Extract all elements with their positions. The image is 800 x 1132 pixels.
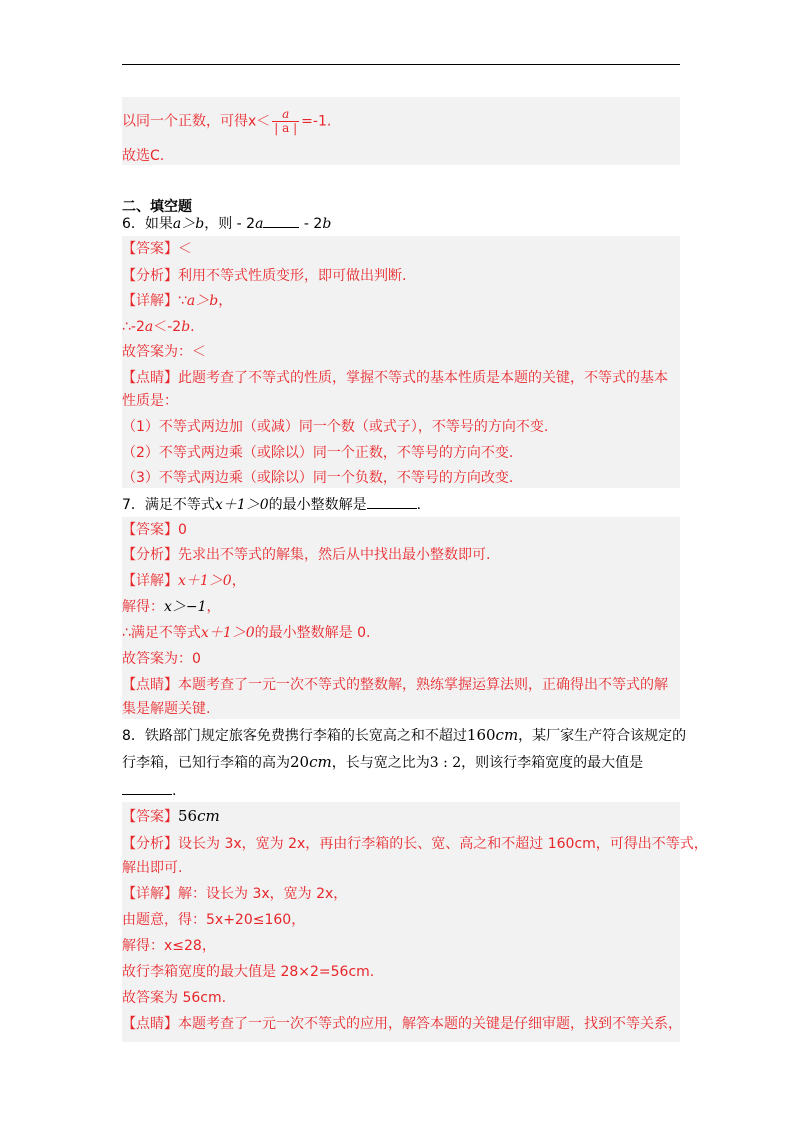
q6-question: 6．如果a＞b，则 - 2a - 2b: [122, 213, 331, 233]
q6-rule1: （1）不等式两边加（或减）同一个数（或式子），不等号的方向不变.: [122, 419, 549, 435]
q6-answer: 【答案】＜: [122, 241, 192, 257]
q5-final: 故选C.: [122, 148, 165, 164]
answer-blank: [263, 213, 299, 228]
q7-comment1: 【点睛】本题考查了一元一次不等式的整数解，熟练掌握运算法则，正确得出不等式的解: [122, 677, 668, 693]
q7-analysis: 【分析】先求出不等式的解集，然后从中找出最小整数即可.: [122, 547, 491, 563]
q6-comment1: 【点睛】此题考查了不等式的性质，掌握不等式的基本性质是本题的关键，不等式的基本: [122, 370, 668, 386]
q8-comment1: 【点睛】本题考查了一元一次不等式的应用，解答本题的关键是仔细审题，找到不等关系，: [122, 1016, 682, 1032]
q8-detail2: 由题意，得：5x+20≤160，: [122, 912, 306, 928]
q8-detail4: 故行李箱宽度的最大值是 28×2=56cm.: [122, 964, 375, 980]
q6-detail1: 【详解】∵a＞b，: [122, 293, 233, 309]
q5-solution-line1: 以同一个正数，可得x＜ $\frac{a}{| a |}$ =-1.: [122, 107, 332, 135]
q7-question: 7．满足不等式x＋1＞0的最小整数解是 .: [122, 494, 421, 514]
answer-blank: [367, 494, 417, 509]
q8-detail1: 【详解】解：设长为 3x，宽为 2x，: [122, 886, 348, 902]
q7-detail1: 【详解】x＋1＞0，: [122, 573, 246, 589]
q8-question-line3: .: [122, 780, 176, 800]
q6-rule3: （3）不等式两边乘（或除以）同一个负数，不等号的方向改变.: [122, 470, 514, 486]
q7-answer: 【答案】0: [122, 522, 187, 538]
q7-comment2: 集是解题关键.: [122, 701, 211, 717]
q6-detail2: ∴-2a＜-2b.: [122, 319, 195, 335]
section-title: 二、填空题: [122, 199, 192, 215]
q6-comment2: 性质是：: [122, 393, 178, 409]
q6-analysis: 【分析】利用不等式性质变形，即可做出判断.: [122, 268, 407, 284]
q8-analysis1: 【分析】设长为 3x，宽为 2x，再由行李箱的长、宽、高之和不超过 160cm，可得出不等式，: [122, 836, 708, 852]
q8-question-line2: 行李箱，已知行李箱的高为20cm，长与宽之比为3 : 2，则该行李箱宽度的最大值是: [122, 753, 644, 771]
answer-blank: [122, 780, 172, 795]
q6-final: 故答案为：＜: [122, 344, 206, 360]
q8-analysis2: 解出即可.: [122, 860, 183, 876]
q6-rule2: （2）不等式两边乘（或除以）同一个正数，不等号的方向不变.: [122, 445, 514, 461]
q8-question-line1: 8．铁路部门规定旅客免费携行李箱的长宽高之和不超过160cm，某厂家生产符合该规定的: [122, 726, 687, 744]
header-rule: [122, 64, 680, 65]
q7-therefore: ∴满足不等式x＋1＞0的最小整数解是 0.: [122, 625, 371, 641]
q8-detail3: 解得：x≤28，: [122, 938, 216, 954]
fraction: $\frac{a}{| a |}$: [274, 107, 298, 135]
q7-final: 故答案为：0: [122, 651, 201, 667]
q8-final: 故答案为 56cm.: [122, 990, 227, 1006]
q7-solve: 解得：x＞−1，: [122, 599, 221, 615]
q8-answer: 【答案】56cm: [122, 807, 220, 825]
